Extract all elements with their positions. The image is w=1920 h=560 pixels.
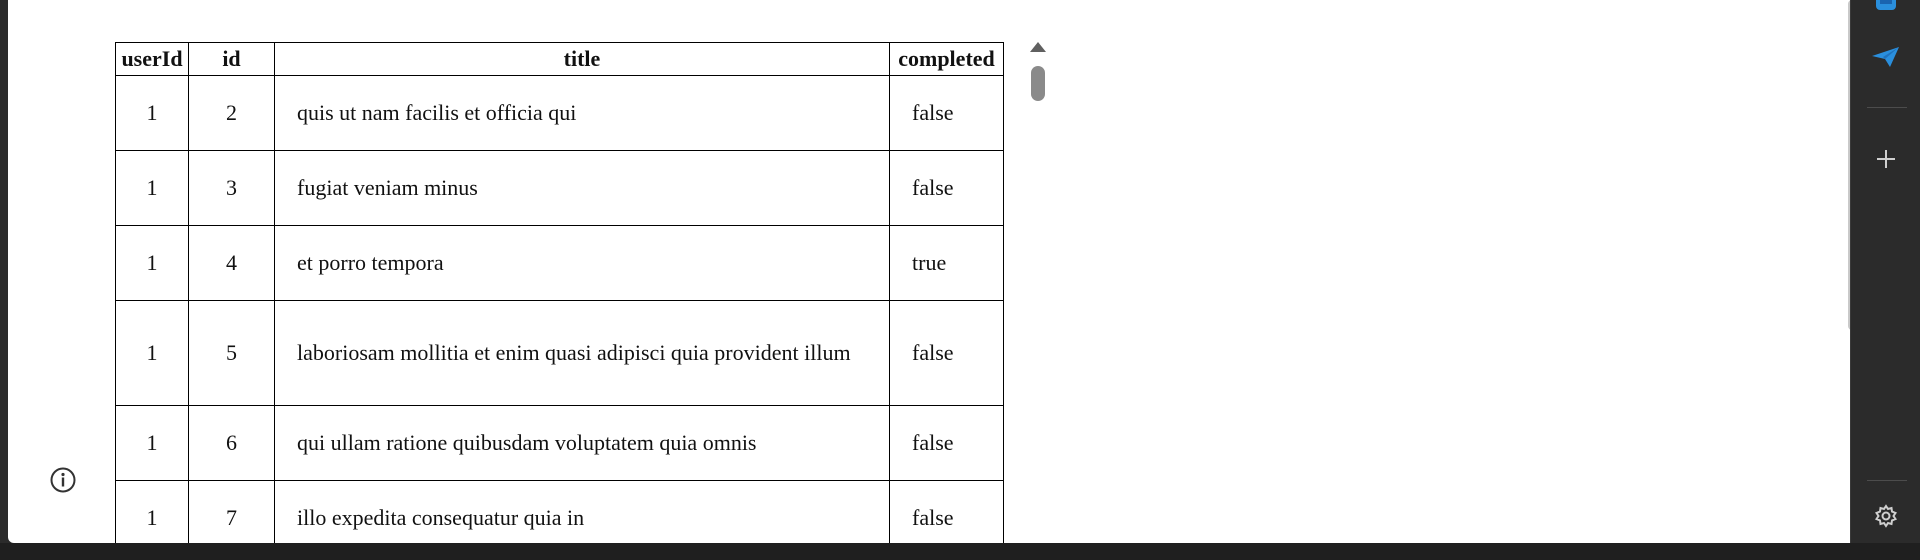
cell-completed: false	[890, 481, 1004, 544]
column-header-title: title	[275, 43, 890, 76]
cell-title: illo expedita consequatur quia in	[275, 481, 890, 544]
cell-completed: false	[890, 151, 1004, 226]
table-row	[116, 481, 1004, 544]
cell-title: laboriosam mollitia et enim quasi adipisci quia provident illum	[275, 301, 890, 406]
cell-userid: 1	[116, 151, 189, 226]
cell-userid: 1	[116, 301, 189, 406]
cell-completed: false	[890, 301, 1004, 406]
send-icon	[1871, 45, 1901, 69]
send-button[interactable]	[1851, 42, 1920, 72]
cell-id: 3	[189, 151, 275, 226]
table-row	[116, 76, 1004, 151]
cell-id: 5	[189, 301, 275, 406]
column-header-completed: completed	[890, 43, 1004, 76]
cell-userid: 1	[116, 481, 189, 544]
sidebar-divider	[1867, 480, 1907, 481]
cell-userid: 1	[116, 406, 189, 481]
info-button[interactable]	[49, 466, 77, 494]
scroll-up-arrow[interactable]	[1030, 42, 1046, 52]
cell-title: qui ullam ratione quibusdam voluptatem quia omnis	[275, 406, 890, 481]
cell-userid: 1	[116, 226, 189, 301]
right-sidebar	[1850, 0, 1920, 543]
info-icon	[49, 466, 77, 494]
column-header-id: id	[189, 43, 275, 76]
gear-icon	[1873, 503, 1899, 529]
table-scrollbar[interactable]	[1027, 34, 1049, 543]
cell-title: quis ut nam facilis et officia qui	[275, 76, 890, 151]
table-row	[116, 151, 1004, 226]
cell-completed: false	[890, 76, 1004, 151]
cell-userid: 1	[116, 76, 189, 151]
table-row	[116, 406, 1004, 481]
cell-id: 4	[189, 226, 275, 301]
add-button[interactable]	[1851, 146, 1920, 172]
table-row	[116, 301, 1004, 406]
page-content	[8, 0, 1850, 543]
todos-table	[115, 42, 1004, 543]
cell-id: 6	[189, 406, 275, 481]
cell-completed: true	[890, 226, 1004, 301]
bottom-bar	[0, 543, 1920, 560]
plus-icon	[1875, 148, 1897, 170]
table-row	[116, 226, 1004, 301]
scrollbar-thumb[interactable]	[1031, 66, 1045, 101]
outlook-button[interactable]	[1851, 0, 1920, 14]
cell-id: 7	[189, 481, 275, 544]
column-header-userid: userId	[116, 43, 189, 76]
cell-title: et porro tempora	[275, 226, 890, 301]
table-header-row	[116, 43, 1004, 76]
cell-id: 2	[189, 76, 275, 151]
table-viewport	[115, 42, 1049, 543]
outlook-icon	[1874, 0, 1898, 12]
cell-title: fugiat veniam minus	[275, 151, 890, 226]
settings-button[interactable]	[1851, 502, 1920, 530]
cell-completed: false	[890, 406, 1004, 481]
sidebar-divider	[1867, 107, 1907, 108]
